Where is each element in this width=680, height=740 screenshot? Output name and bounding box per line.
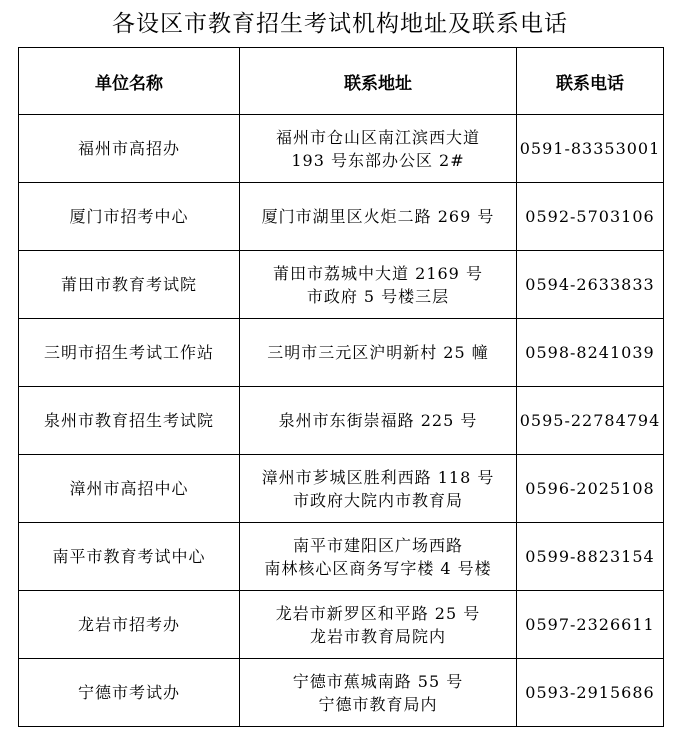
- table-row: [19, 319, 664, 387]
- unit-cell: 南平市教育考试中心: [19, 523, 240, 591]
- address-line: 193 号东部办公区 2#: [291, 150, 465, 170]
- phone-cell: 0594-2633833: [517, 251, 664, 319]
- table-row: [19, 523, 664, 591]
- address-line: 南平市建阳区广场西路: [292, 535, 463, 555]
- address-line: 福州市仓山区南江滨西大道: [275, 127, 480, 147]
- address-cell: [240, 591, 517, 659]
- unit-cell: 福州市高招办: [19, 115, 240, 183]
- address-cell: [240, 455, 517, 523]
- address-line: 莆田市荔城中大道 2169 号: [273, 263, 483, 283]
- table-row: [19, 659, 664, 727]
- table-row: [19, 591, 664, 659]
- address-cell: [240, 319, 517, 387]
- address-line: 龙岩市教育局院内: [309, 626, 446, 646]
- address-cell: [240, 659, 517, 727]
- page-title: 各设区市教育招生考试机构地址及联系电话: [112, 11, 568, 37]
- phone-cell: 0598-8241039: [517, 319, 664, 387]
- address-line: 市政府大院内市教育局: [292, 490, 463, 510]
- address-line: 三明市三元区沪明新村 25 幢: [267, 343, 489, 362]
- phone-cell: 0595-22784794: [517, 387, 664, 455]
- address-cell: [240, 183, 517, 251]
- address-line: 宁德市蕉城南路 55 号: [292, 671, 464, 691]
- contact-table: [18, 47, 664, 727]
- address-line: 龙岩市新罗区和平路 25 号: [275, 603, 481, 623]
- unit-cell: 漳州市高招中心: [19, 455, 240, 523]
- address-cell: [240, 115, 517, 183]
- unit-cell: 泉州市教育招生考试院: [19, 387, 240, 455]
- phone-cell: 0593-2915686: [517, 659, 664, 727]
- header-phone: 联系电话: [517, 48, 664, 115]
- unit-cell: 莆田市教育考试院: [19, 251, 240, 319]
- table-row: [19, 455, 664, 523]
- address-line: 南林核心区商务写字楼 4 号楼: [264, 558, 492, 578]
- table-row: [19, 387, 664, 455]
- unit-cell: 宁德市考试办: [19, 659, 240, 727]
- address-line: 厦门市湖里区火炬二路 269 号: [261, 207, 495, 226]
- phone-cell: 0592-5703106: [517, 183, 664, 251]
- phone-cell: 0596-2025108: [517, 455, 664, 523]
- table-row: [19, 183, 664, 251]
- header-address: 联系地址: [240, 48, 517, 115]
- phone-cell: 0597-2326611: [517, 591, 664, 659]
- address-line: 市政府 5 号楼三层: [306, 286, 450, 306]
- address-line: 宁德市教育局内: [318, 694, 438, 714]
- address-cell: [240, 387, 517, 455]
- table-row: [19, 251, 664, 319]
- header-unit: 单位名称: [19, 48, 240, 115]
- unit-cell: 厦门市招考中心: [19, 183, 240, 251]
- address-cell: [240, 523, 517, 591]
- table-header-row: [19, 48, 664, 115]
- table-row: [19, 115, 664, 183]
- address-cell: [240, 251, 517, 319]
- unit-cell: 三明市招生考试工作站: [19, 319, 240, 387]
- address-line: 泉州市东街崇福路 225 号: [278, 411, 478, 430]
- address-line: 漳州市芗城区胜利西路 118 号: [261, 467, 495, 487]
- unit-cell: 龙岩市招考办: [19, 591, 240, 659]
- phone-cell: 0599-8823154: [517, 523, 664, 591]
- phone-cell: 0591-83353001: [517, 115, 664, 183]
